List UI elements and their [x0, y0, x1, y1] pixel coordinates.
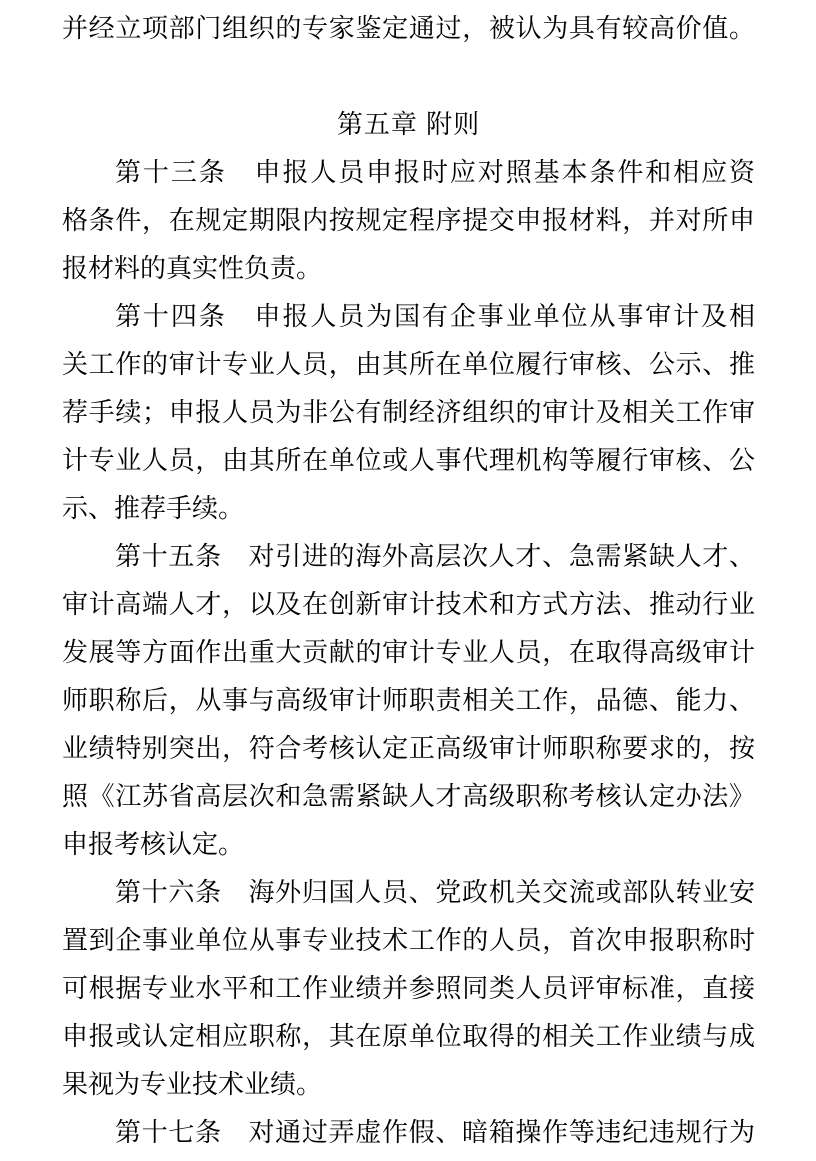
- article-14-line-4: 计专业人员，由其所在单位或人事代理机构等履行审核、公: [62, 445, 755, 475]
- article-17-line-1: 第十七条 对通过弄虚作假、暗箱操作等违纪违规行为: [115, 1117, 755, 1147]
- article-16-line-3: 可根据专业水平和工作业绩并参照同类人员评审标准，直接: [62, 973, 755, 1003]
- paragraph-continuation-line: 并经立项部门组织的专家鉴定通过，被认为具有较高价值。: [62, 13, 755, 43]
- blank-line: [62, 52, 755, 100]
- article-16-line-2: 置到企事业单位从事专业技术工作的人员，首次申报职称时: [62, 925, 755, 955]
- article-15-line-7: 申报考核认定。: [62, 829, 245, 859]
- article-15-line-5: 业绩特别突出，符合考核认定正高级审计师职称要求的，按: [62, 733, 755, 763]
- article-15-line-6: 照《江苏省高层次和急需紧缺人才高级职称考核认定办法》: [62, 781, 755, 811]
- article-15-line-2: 审计高端人才，以及在创新审计技术和方式方法、推动行业: [62, 589, 755, 619]
- article-13-line-2: 格条件，在规定期限内按规定程序提交申报材料，并对所申: [62, 205, 755, 235]
- article-14-line-2: 关工作的审计专业人员，由其所在单位履行审核、公示、推: [62, 349, 755, 379]
- article-14-line-3: 荐手续；申报人员为非公有制经济组织的审计及相关工作审: [62, 397, 755, 427]
- article-14-line-1: 第十四条 申报人员为国有企事业单位从事审计及相: [115, 301, 755, 331]
- article-13-line-1: 第十三条 申报人员申报时应对照基本条件和相应资: [115, 157, 755, 187]
- article-13-line-3: 报材料的真实性负责。: [62, 253, 323, 283]
- article-15-line-4: 师职称后，从事与高级审计师职责相关工作，品德、能力、: [62, 685, 755, 715]
- article-15-line-1: 第十五条 对引进的海外高层次人才、急需紧缺人才、: [115, 541, 755, 571]
- article-16-line-1: 第十六条 海外归国人员、党政机关交流或部队转业安: [115, 877, 755, 907]
- article-16-line-4: 申报或认定相应职称，其在原单位取得的相关工作业绩与成: [62, 1021, 755, 1051]
- chapter-heading: 第五章 附则: [336, 109, 481, 139]
- article-15-line-3: 发展等方面作出重大贡献的审计专业人员，在取得高级审计: [62, 637, 755, 667]
- article-14-line-5: 示、推荐手续。: [62, 493, 245, 523]
- article-16-line-5: 果视为专业技术业绩。: [62, 1069, 323, 1099]
